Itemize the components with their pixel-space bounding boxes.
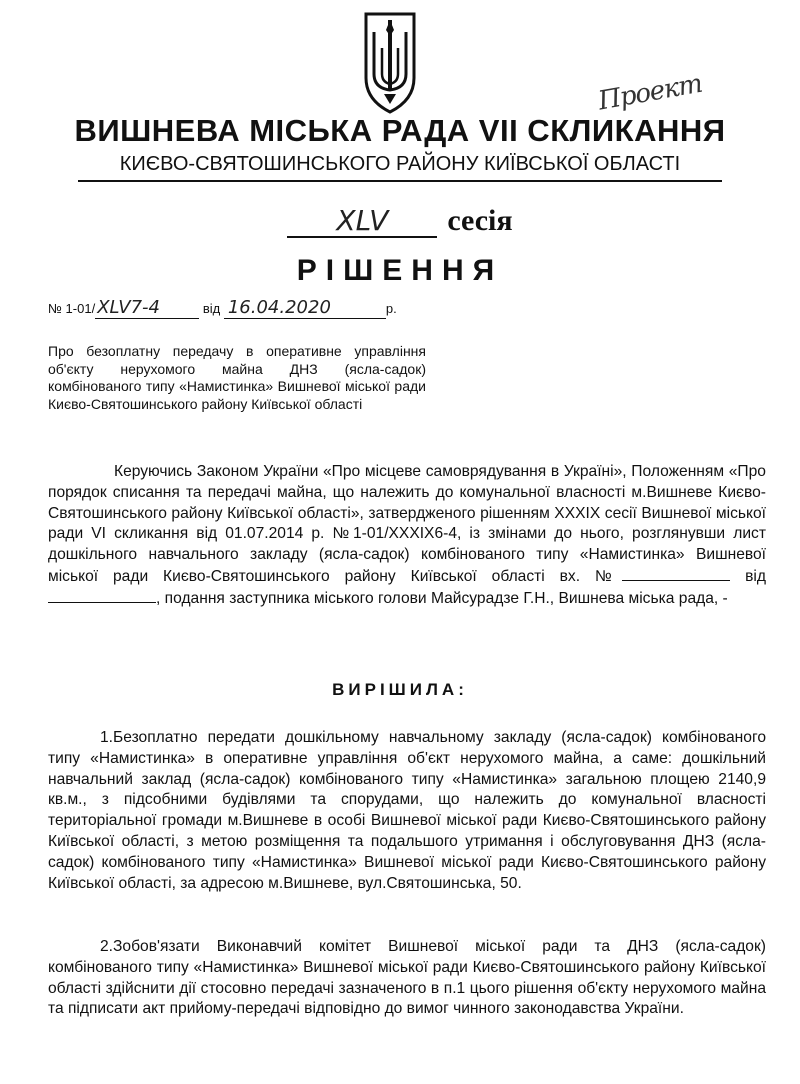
incoming-date-blank xyxy=(48,588,156,603)
district-line: КИЄВО-СВЯТОШИНСЬКОГО РАЙОНУ КИЇВСЬКОЇ ОБЛАСТІ xyxy=(78,153,722,182)
preamble-text-end: , подання заступника міського голови Майсурадзе Г.Н., Вишнева міська рада, - xyxy=(156,589,728,607)
date-label: від xyxy=(202,301,221,316)
incoming-number-blank xyxy=(622,566,730,581)
session-number: XLV xyxy=(287,206,437,238)
resolved-heading: ВИРІШИЛА: xyxy=(332,680,468,699)
number-prefix: № 1-01/ xyxy=(48,301,96,316)
session-line xyxy=(0,204,800,238)
trident-icon xyxy=(360,8,420,116)
decision-subject: Про безоплатну передачу в оперативне управління об'єкту нерухомого майна ДНЗ (ясла-садок) комбінованого типу «Намистинка» Вишневої міської ради Києво-Святошинського району Київської області xyxy=(48,343,426,412)
year-suffix: р. xyxy=(385,301,397,316)
preamble-date-label: від xyxy=(730,567,766,585)
preamble-text: Керуючись Законом України «Про місцеве самоврядування в Україні», Положенням «Про порядок списання та передачі майна, що належить до комунальної власності м.Вишневе Києво-Святошинського району Київської області», затвердженого рішенням XXXIX сесії Вишневої міської ради VI скликання від 01.07.2014 р. №1-01/XXXIX6-4, із змінами до нього, розглянувши лист дошкільного навчального закладу (ясла-садок) комбінованого типу «Намистинка» Вишневої міської ради Києво-Святошинського району Київської області вх. № xyxy=(48,463,766,585)
document-number-line xyxy=(48,298,397,319)
draft-mark: Проект xyxy=(595,68,705,117)
document-date: 16.04.2020 xyxy=(224,298,386,319)
document-number: XLV7-4 xyxy=(95,298,199,319)
decision-title: РІШЕННЯ xyxy=(296,254,504,287)
session-label: сесія xyxy=(447,204,513,237)
preamble-paragraph xyxy=(48,462,766,610)
resolution-item-2: 2.Зобов'язати Виконавчий комітет Вишневої міської ради та ДНЗ (ясла-садок) комбінованого типу «Намистинка» Вишневої міської ради Києво-Святошинського району Київської області здійснити дії стосовно передачі зазначеного в п.1 цього рішення об'єкту нерухомого майна та підписати акт прийому-передачі відповідно до вимог чинного законодавства України. xyxy=(48,938,766,1018)
resolution-item-1: 1.Безоплатно передати дошкільному навчальному закладу (ясла-садок) комбінованого типу «Намистинка» в оперативне управління об'єкт нерухомого майна, а саме: дошкільний навчальний заклад (ясла-садок) комбінованого типу «Намистинка» загальною площею 2140,9 кв.м., з підсобними будівлями та спорудами, що належить до комунальної власності територіальної громади м.Вишневе в особі Вишневої міської ради Києво-Святошинського району Київської області, з метою розміщення та подальшого утримання і обслуговування ДНЗ (ясла-садок) комбінованого типу «Намистинка» Вишневої міської ради Києво-Святошинського району Київської області, за адресою м.Вишневе, вул.Святошинська, 50. xyxy=(48,729,766,892)
council-name: ВИШНЕВА МІСЬКА РАДА VII СКЛИКАННЯ xyxy=(74,113,726,148)
